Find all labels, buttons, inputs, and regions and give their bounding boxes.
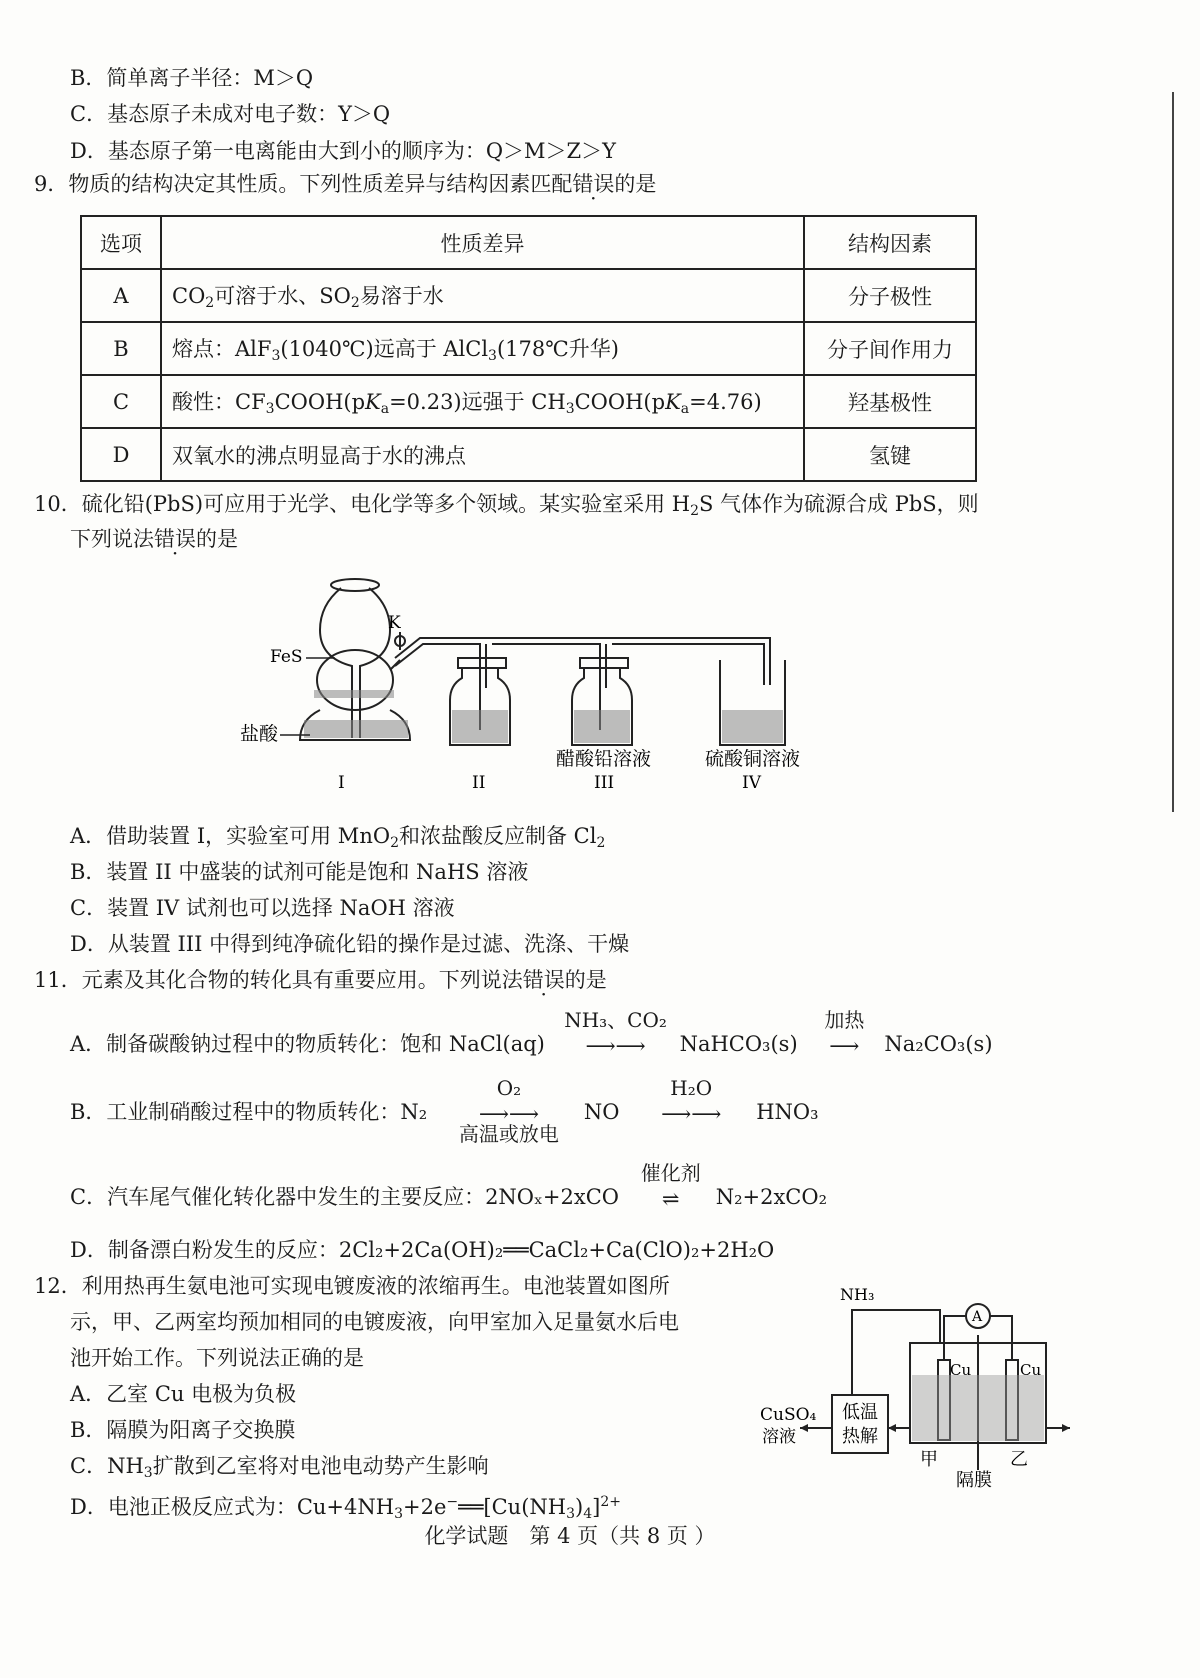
table-row: [81, 322, 976, 375]
apparatus-i-label: I: [338, 773, 345, 793]
q10-option-a: A．借助装置 I，实验室可用 MnO$_2$和浓盐酸反应制备 $Cl_2$: [70, 824, 606, 851]
membrane-label: 隔膜: [956, 1470, 992, 1490]
apparatus-iv-label: IV: [742, 773, 761, 793]
valve-k-label: K: [388, 613, 401, 633]
q12-stem-line3: 池开始工作。下列说法正确的是: [70, 1346, 364, 1370]
cu-electrode-left-label: Cu: [950, 1361, 972, 1379]
difference-cell: 酸性：$CF_3COOH(pK_a=0.23)$远强于 $CH_3COOH(pK_a=4.76)$: [161, 375, 804, 428]
nh3-label: NH₃: [840, 1285, 875, 1304]
table-header-cell: 结构因素: [804, 216, 976, 269]
table-row: [81, 375, 976, 428]
page-edge-rule: [1172, 92, 1174, 812]
apparatus-iii-label: III: [594, 773, 615, 793]
heat-box-label-line2: 热解: [842, 1426, 878, 1447]
q9-stem: 9．物质的结构决定其性质。下列性质差异与结构因素匹配错误的是: [34, 172, 657, 196]
q8-option-b: B．简单离子半径：M＞Q: [70, 66, 314, 90]
apparatus-ii-label: II: [472, 773, 486, 793]
q11-option-d: D．制备漂白粉发生的反应：2Cl₂+2Ca(OH)₂══CaCl₂+Ca(ClO)₂+2H₂O: [70, 1238, 775, 1262]
q12-stem-line2: 示，甲、乙两室均预加相同的电镀废液，向甲室加入足量氨水后电: [70, 1310, 679, 1334]
q11-option-b: B．工业制硝酸过程中的物质转化：N₂ O₂ ⟶⟶ 高温或放电 NO H₂O ⟶⟶ HNO₃: [70, 1075, 819, 1146]
hydrochloric-acid-label: 盐酸: [240, 723, 279, 745]
q10-stem-line1: 10．硫化铅(PbS)可应用于光学、电化学等多个领域。某实验室采用 $H_2S$ 气体作为硫源合成 PbS，则: [34, 492, 979, 519]
q10-option-b: B．装置 II 中盛装的试剂可能是饱和 NaHS 溶液: [70, 860, 529, 884]
fes-label: FeS: [270, 647, 303, 667]
q10-apparatus-diagram: [240, 570, 860, 815]
cu-electrode-right-label: Cu: [1020, 1361, 1042, 1379]
table-header-cell: 性质差异: [161, 216, 804, 269]
table-header-row: [81, 216, 976, 269]
q10-option-d: D．从装置 III 中得到纯净硫化铅的操作是过滤、洗涤、干燥: [70, 932, 630, 956]
arrow-label: H₂O: [670, 1075, 713, 1100]
solution-label: 溶液: [762, 1427, 796, 1447]
factor-cell: 羟基极性: [804, 375, 976, 428]
q12-option-c: C．$NH_3$扩散到乙室将对电池电动势产生影响: [70, 1454, 489, 1481]
option-cell: D: [81, 428, 161, 481]
arrow-label: NH₃、CO₂: [564, 1007, 667, 1032]
q11-option-a: A．制备碳酸钠过程中的物质转化：饱和 NaCl(aq) NH₃、CO₂ ⟶⟶ NaHCO₃(s) 加热 ⟶ Na₂CO₃(s): [70, 1007, 993, 1058]
q8-option-c: C．基态原子未成对电子数：Y＞Q: [70, 102, 391, 126]
option-cell: C: [81, 375, 161, 428]
ammeter-icon: A: [972, 1309, 983, 1325]
factor-cell: 分子间作用力: [804, 322, 976, 375]
copper-sulfate-label: 硫酸铜溶液: [705, 748, 801, 770]
chamber-yi-label: 乙: [1010, 1449, 1028, 1470]
arrow-label: 加热: [824, 1007, 865, 1032]
q11-stem: 11．元素及其化合物的转化具有重要应用。下列说法错误的是: [34, 968, 607, 992]
q10-stem-line2: 下列说法错误的是: [70, 527, 238, 551]
q12-option-b: B．隔膜为阳离子交换膜: [70, 1418, 296, 1442]
chamber-jia-label: 甲: [920, 1449, 938, 1470]
factor-cell: 分子极性: [804, 269, 976, 322]
difference-cell: $CO_2$可溶于水、$SO_2$易溶于水: [161, 269, 804, 322]
q12-stem-line1: 12．利用热再生氨电池可实现电镀废液的浓缩再生。电池装置如图所: [34, 1274, 670, 1298]
factor-cell: 氢键: [804, 428, 976, 481]
q12-option-d: D．电池正极反应式为：$Cu+4NH_3+2e^-══[Cu(NH_3)_4]^{2+}$: [70, 1494, 621, 1522]
q8-option-d: D．基态原子第一电离能由大到小的顺序为：Q＞M＞Z＞Y: [70, 139, 617, 163]
heat-box-label-line1: 低温: [842, 1402, 878, 1423]
arrow-label: O₂: [496, 1075, 522, 1100]
table-header-cell: 选项: [81, 216, 161, 269]
table-row: [81, 269, 976, 322]
q9-table: [80, 215, 977, 482]
q12-option-a: A．乙室 Cu 电极为负极: [70, 1382, 297, 1406]
option-cell: A: [81, 269, 161, 322]
q11-option-c: C．汽车尾气催化转化器中发生的主要反应：2NOₓ+2xCO 催化剂 ⇌ N₂+2xCO₂: [70, 1160, 827, 1211]
arrow-sublabel: 高温或放电: [458, 1121, 559, 1146]
option-cell: B: [81, 322, 161, 375]
q10-option-c: C．装置 IV 试剂也可以选择 NaOH 溶液: [70, 896, 455, 920]
difference-cell: 双氧水的沸点明显高于水的沸点: [161, 428, 804, 481]
difference-cell: 熔点：AlF$_3$(1040℃)远高于 AlCl$_3$(178℃升华): [161, 322, 804, 375]
table-row: [81, 428, 976, 481]
page-footer: 化学试题 第 4 页（共 8 页 ）: [424, 1524, 716, 1548]
q12-battery-diagram: [760, 1280, 1090, 1490]
lead-acetate-label: 醋酸铅溶液: [556, 748, 652, 770]
arrow-label: 催化剂: [640, 1160, 701, 1185]
cuso4-label: CuSO₄: [760, 1405, 817, 1425]
